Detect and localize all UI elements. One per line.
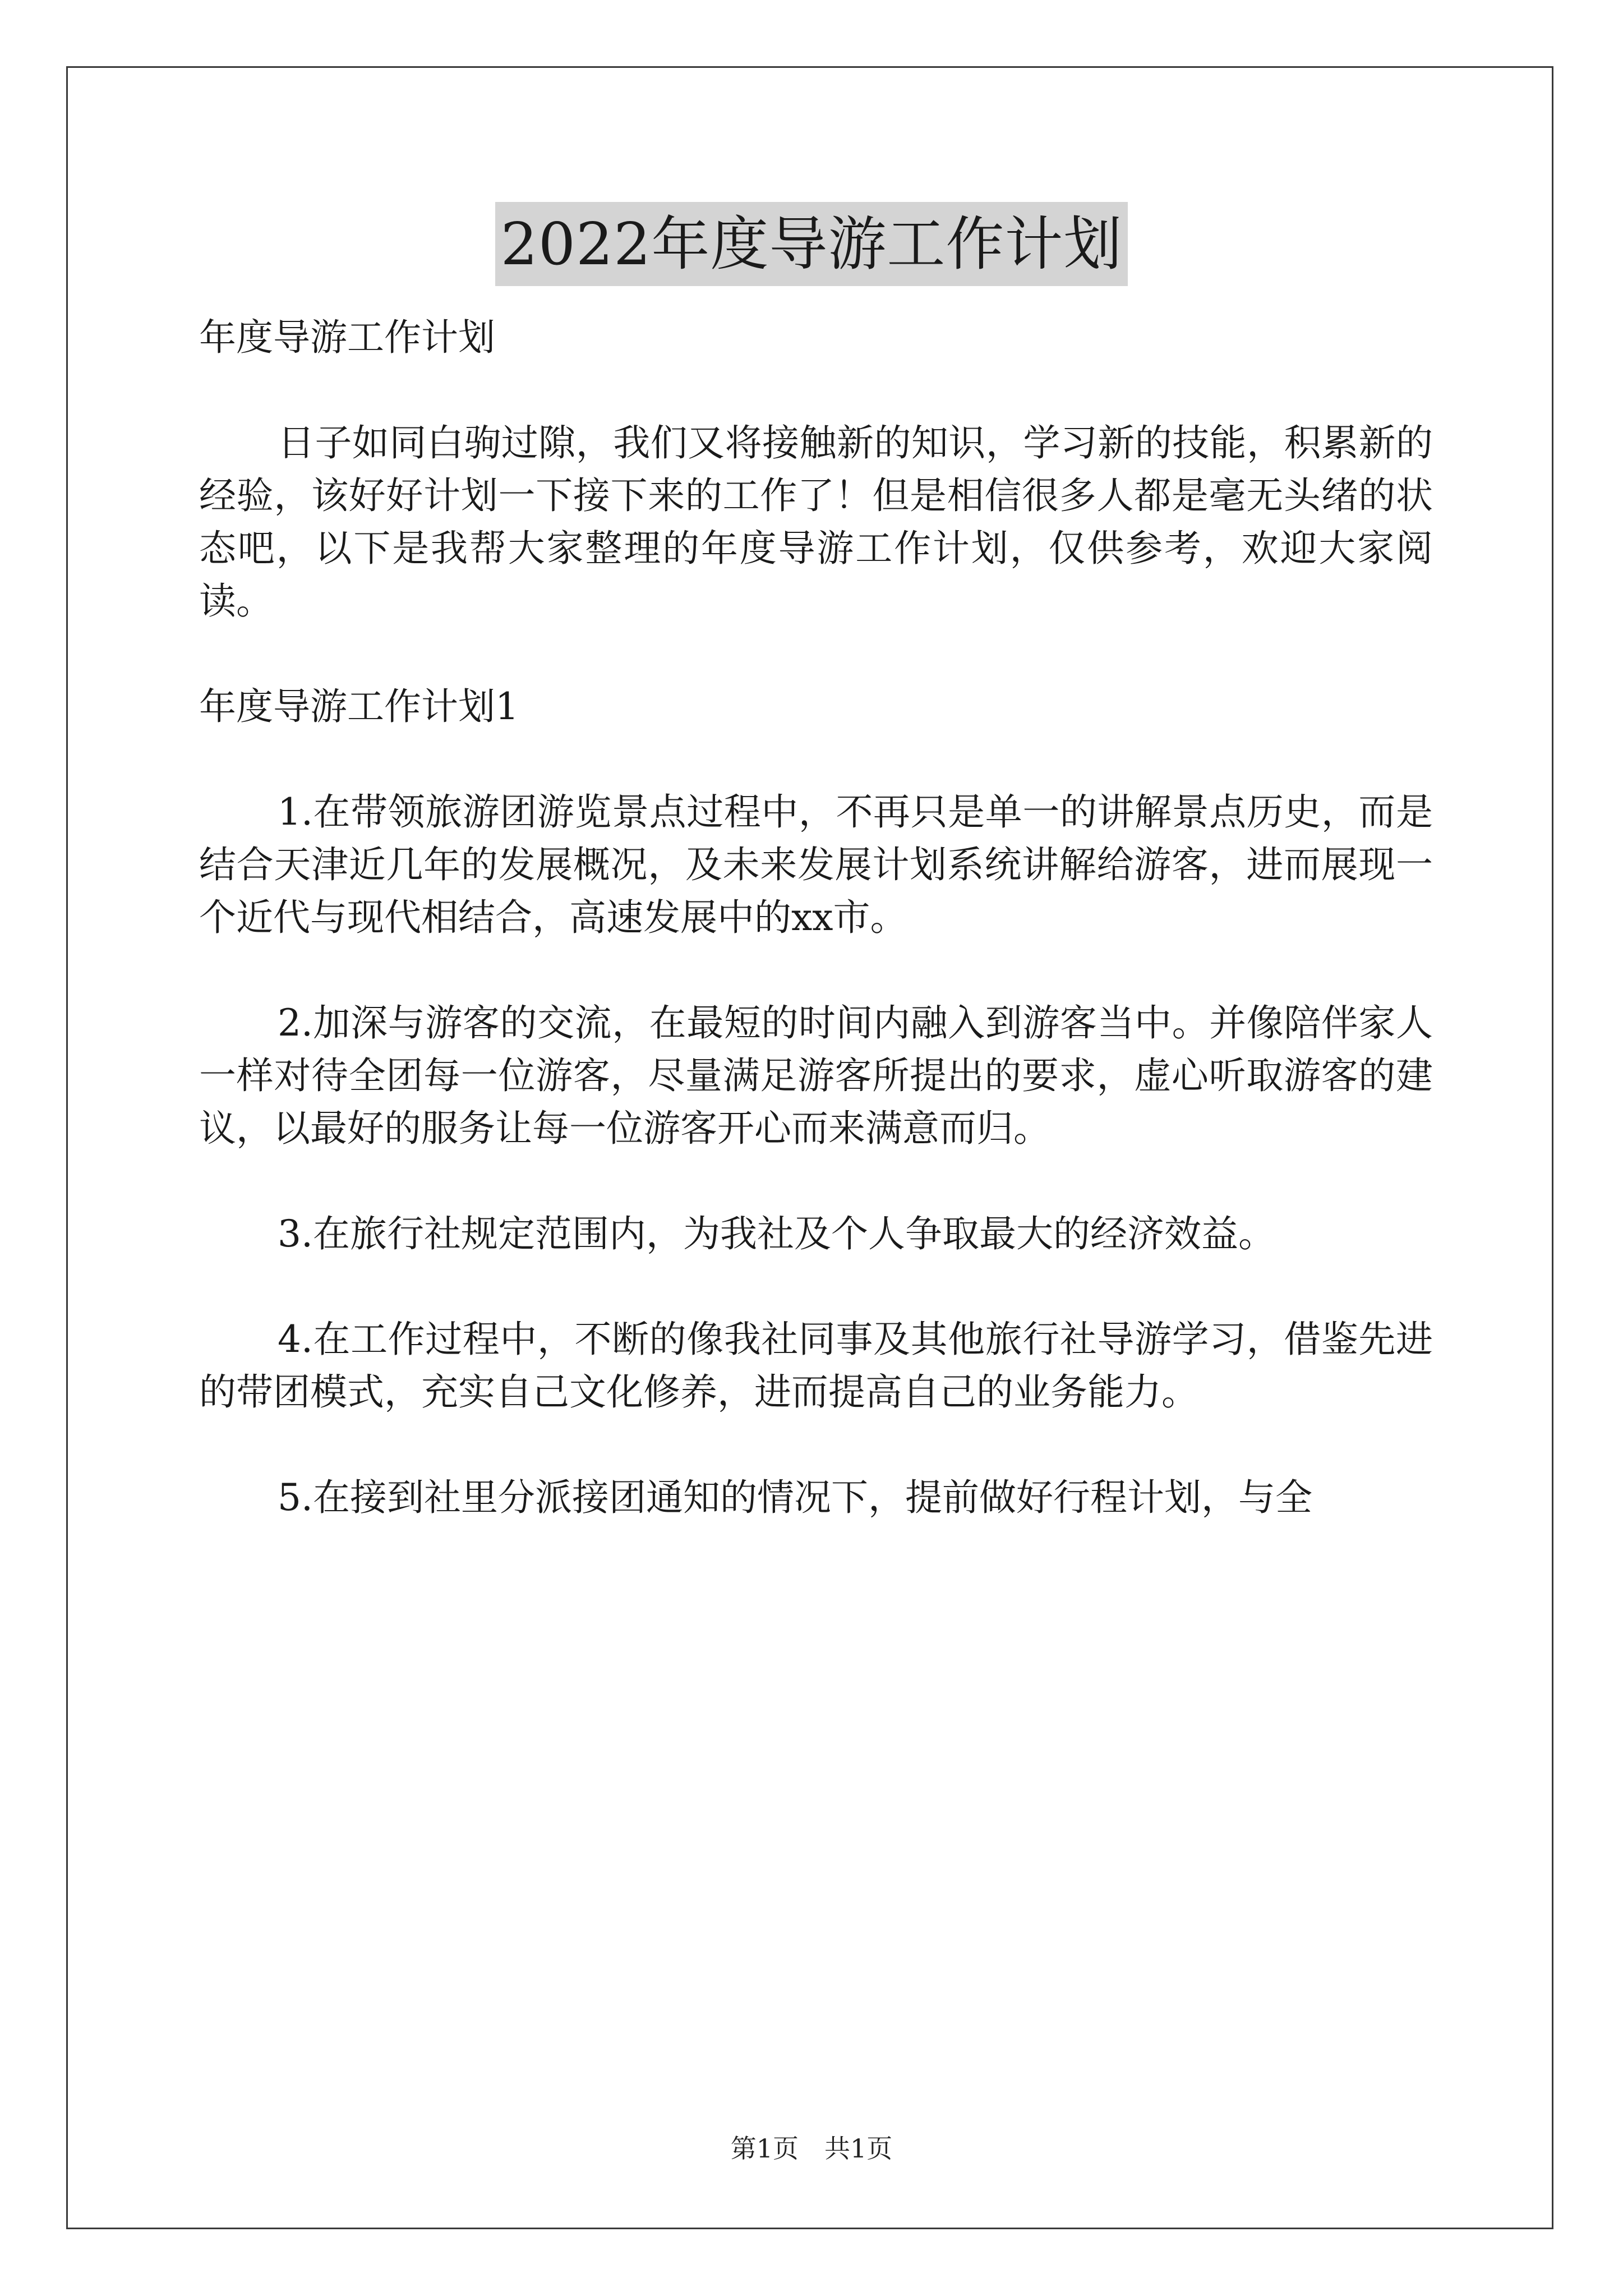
- plan-item-1: 1.在带领旅游团游览景点过程中，不再只是单一的讲解景点历史，而是结合天津近几年的发展概况，及未来发展计划系统讲解给游客，进而展现一个近代与现代相结合，高速发展中的xx市。: [199, 790, 1433, 939]
- plan-item-3: 3.在旅行社规定范围内，为我社及个人争取最大的经济效益。: [278, 1212, 1275, 1255]
- plan-item-2: 2.加深与游客的交流，在最短的时间内融入到游客当中。并像陪伴家人一样对待全团每一位游客，尽量满足游客所提出的要求，虚心听取游客的建议，以最好的服务让每一位游客开心而来满意而归。: [199, 1001, 1433, 1150]
- plan-item-4: 4.在工作过程中，不断的像我社同事及其他旅行社导游学习，借鉴先进的带团模式，充实自己文化修养，进而提高自己的业务能力。: [199, 1318, 1433, 1414]
- plan-item-5: 5.在接到社里分派接团通知的情况下，提前做好行程计划，与全: [278, 1476, 1312, 1519]
- page-footer: 第1页 共1页: [730, 2133, 893, 2164]
- title-container: [0, 202, 1623, 286]
- subtitle-paragraph: 年度导游工作计划: [199, 316, 495, 359]
- section-heading: 年度导游工作计划1: [199, 685, 519, 728]
- document-title: 2022年度导游工作计划: [495, 202, 1128, 286]
- document-body: [199, 311, 1433, 1577]
- intro-paragraph: 日子如同白驹过隙，我们又将接触新的知识，学习新的技能，积累新的经验，该好好计划一下接下来的工作了！但是相信很多人都是毫无头绪的状态吧，以下是我帮大家整理的年度导游工作计划，仅供参考，欢迎大家阅读。: [199, 421, 1433, 623]
